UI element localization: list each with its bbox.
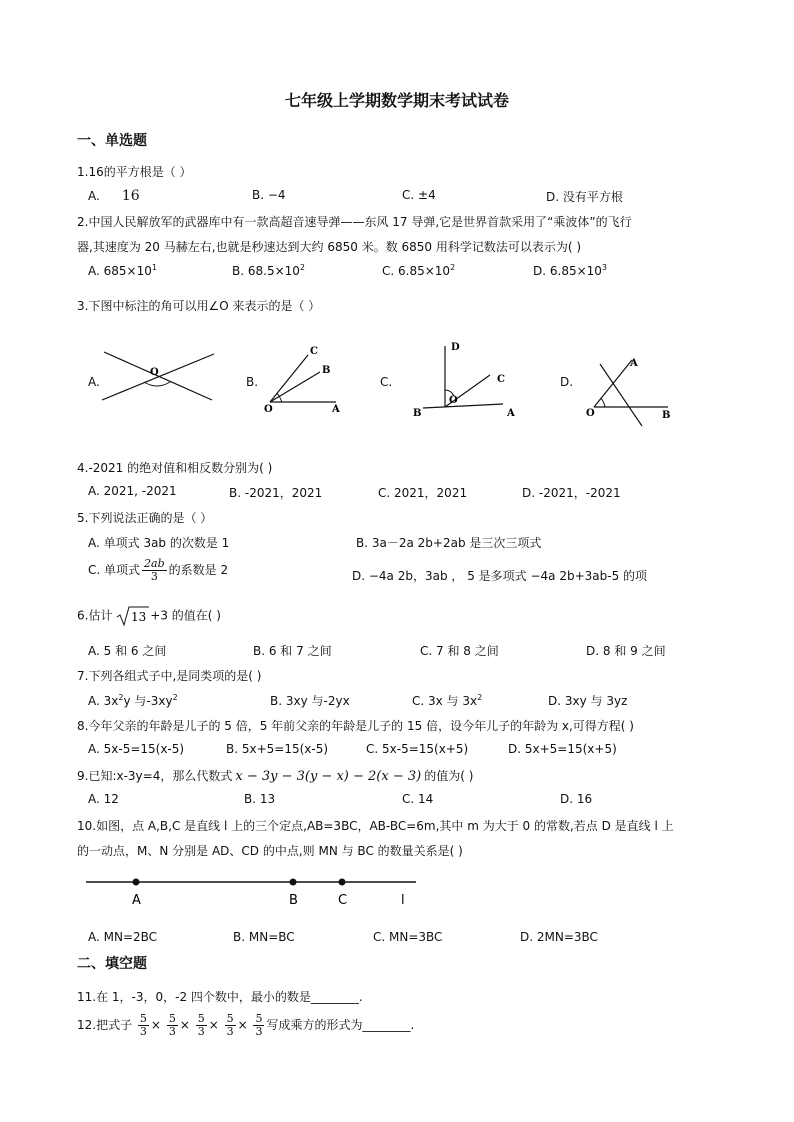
question-9-option-a: A. 12	[88, 792, 119, 806]
question-10-option-c: C. MN=3BC	[373, 930, 443, 944]
question-2-line2: 器,其速度为 20 马赫左右,也就是秒速达到大约 6850 米。数 6850 用科学记数法可以表示为( )	[77, 240, 582, 254]
question-5-option-a: A. 单项式 3ab 的次数是 1	[88, 536, 230, 550]
svg-text:O: O	[586, 408, 595, 419]
figure-3c-rays	[405, 338, 535, 423]
sqrt-symbol	[116, 605, 150, 627]
svg-text:13: 13	[131, 610, 147, 624]
question-9-option-c: C. 14	[402, 792, 434, 806]
question-6-option-b: B. 6 和 7 之间	[253, 644, 332, 658]
question-3-option-d-label: D.	[560, 375, 574, 389]
section-heading-fill-in: 二、填空题	[77, 956, 147, 972]
question-9-stem: 9.已知:x-3y=4，那么代数式 x − 3y − 3(y − x) − 2(x − 3) 的值为( )	[77, 769, 474, 784]
question-2-option-d: D. $6.85\times 10^3$	[533, 263, 608, 278]
question-8-option-d: D. 5x+5=15(x+5)	[508, 742, 617, 756]
svg-text:B: B	[662, 410, 671, 421]
question-3-stem: 3.下图中标注的角可以用∠O 来表示的是（ ）	[77, 299, 321, 313]
svg-text:B: B	[289, 893, 298, 908]
question-10-option-b: B. MN=BC	[233, 930, 295, 944]
figure-3d-lines	[580, 350, 680, 430]
question-5-option-b: B. 3a－2a 2b+2ab 是三次三项式	[356, 536, 542, 550]
question-10-line1: 10.如图，点 A,B,C 是直线 l 上的三个定点,AB=3BC，AB-BC=6m,其中 m 为大于 0 的常数,若点 D 是直线 l 上	[77, 819, 674, 833]
question-9-option-b: B. 13	[244, 792, 276, 806]
question-12-stem: 12.把式子 $\frac{5}{3}$ × $\frac{5}{3}$ × $\frac{5}{3}$ × $\frac{5}{3}$ × $\frac{5}{3}$ 写成乘方的形式为________.	[77, 1012, 415, 1038]
question-7-option-b: B. 3xy 与-2yx	[270, 694, 350, 708]
svg-text:C: C	[338, 893, 348, 908]
question-10-option-d: D. 2MN=3BC	[520, 930, 598, 944]
question-6-option-c: C. 7 和 8 之间	[420, 644, 499, 658]
question-7-stem: 7.下列各组式子中,是同类项的是( )	[77, 669, 262, 683]
question-4-option-c: C. 2021，2021	[378, 486, 468, 500]
page-title: 七年级上学期数学期末考试试卷	[284, 91, 509, 110]
svg-text:l: l	[401, 893, 405, 908]
question-6-stem: 6.估计 13 +3 的值在( )	[77, 605, 221, 627]
question-7-option-c: C. 3x 与 $3x^2$	[412, 693, 483, 708]
question-8-stem: 8.今年父亲的年龄是儿子的 5 倍，5 年前父亲的年龄是儿子的 15 倍，设今年儿子的年龄为 x,可得方程( )	[77, 719, 634, 733]
svg-text:A: A	[507, 408, 515, 419]
question-4-option-b: B. -2021，2021	[229, 486, 323, 500]
svg-text:O: O	[150, 367, 159, 378]
question-7-option-a: A. $3x^2y$ 与$-3xy^2$	[88, 693, 178, 708]
question-8-option-c: C. 5x-5=15(x+5)	[366, 742, 469, 756]
question-5-option-c: C. 单项式 $\frac{2ab}{3}$ 的系数是 2	[88, 557, 229, 583]
section-heading-single-choice: 一、单选题	[77, 133, 147, 149]
question-11-stem: 11.在 1，-3，0，-2 四个数中，最小的数是________.	[77, 990, 363, 1004]
figure-10-number-line	[80, 872, 430, 912]
svg-text:A: A	[332, 404, 340, 415]
question-2-option-a: A. $685\times 10^1$	[88, 263, 157, 278]
question-8-option-a: A. 5x-5=15(x-5)	[88, 742, 185, 756]
svg-text:D: D	[451, 342, 460, 353]
question-1-option-c: C. ±4	[402, 188, 436, 202]
question-2-option-b: B. $68.5\times 10^2$	[232, 263, 305, 278]
question-4-stem: 4.-2021 的绝对值和相反数分别为( )	[77, 461, 273, 475]
question-8-option-b: B. 5x+5=15(x-5)	[226, 742, 329, 756]
question-4-option-a: A. 2021, -2021	[88, 484, 177, 498]
svg-text:A: A	[630, 358, 638, 369]
svg-text:O: O	[449, 395, 458, 406]
svg-text:B: B	[413, 408, 422, 419]
svg-text:C: C	[310, 346, 318, 357]
question-5-option-d: D. −4a 2b，3ab ， 5 是多项式 −4a 2b+3ab-5 的项	[352, 569, 648, 583]
question-1-option-d: D. 没有平方根	[546, 190, 623, 204]
question-10-option-a: A. MN=2BC	[88, 930, 158, 944]
svg-text:O: O	[264, 404, 273, 415]
svg-text:A: A	[132, 893, 141, 908]
svg-text:C: C	[497, 374, 505, 385]
question-1-stem: 1.16的平方根是（ ）	[77, 165, 192, 179]
svg-text:B: B	[322, 365, 331, 376]
question-3-option-c-label: C.	[380, 375, 393, 389]
figure-3b-rays	[258, 340, 358, 415]
question-10-line2: 的一动点，M、N 分别是 AD、CD 的中点,则 MN 与 BC 的数量关系是( )	[77, 844, 463, 858]
question-2-option-c: C. $6.85\times 10^2$	[382, 263, 456, 278]
question-9-option-d: D. 16	[560, 792, 593, 806]
question-3-option-a-label: A.	[88, 375, 100, 389]
question-2-line1: 2.中国人民解放军的武器库中有一款高超音速导弹——东风 17 导弹,它是世界首款采用了“乘波体”的飞行	[77, 215, 632, 229]
question-1-option-b: B. −4	[252, 188, 286, 202]
question-3-option-b-label: B.	[246, 375, 259, 389]
question-6-option-d: D. 8 和 9 之间	[586, 644, 666, 658]
figure-3a-intersecting-lines	[100, 348, 220, 408]
question-4-option-d: D. -2021，-2021	[522, 486, 621, 500]
question-6-option-a: A. 5 和 6 之间	[88, 644, 167, 658]
question-1-option-a: A. 16	[88, 188, 140, 204]
question-7-option-d: D. 3xy 与 3yz	[548, 694, 628, 708]
question-5-stem: 5.下列说法正确的是（ ）	[77, 511, 213, 525]
